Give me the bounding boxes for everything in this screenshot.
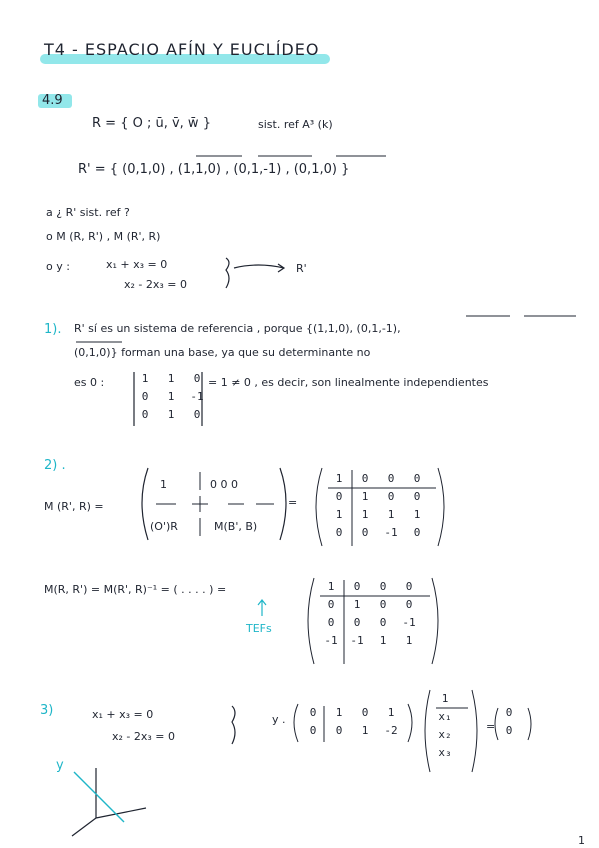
part1-label: 1). (44, 322, 62, 337)
result1-cell: 1 (335, 472, 343, 485)
result1-cell: 0 (335, 490, 343, 503)
question-a: a ¿ R' sist. ref ? (46, 206, 130, 219)
result2-cell: 0 (379, 598, 387, 611)
part1-line1: R' sí es un sistema de referencia , porque {(1,1,0), (0,1,-1), (74, 322, 401, 335)
block-matrix-dividers (156, 472, 274, 536)
result-matrix-1-strokes (316, 468, 444, 546)
tefs-label: TEFs (246, 622, 272, 635)
det-cell: 0 (141, 390, 149, 403)
result1-cell: 0 (387, 490, 395, 503)
result1-cell: 0 (335, 526, 343, 539)
svg-text:=: = (288, 496, 298, 509)
det-cell: 1 (167, 408, 175, 421)
question-b: o M (R, R') , M (R', R) (46, 230, 161, 243)
result1-cell: 0 (413, 490, 421, 503)
tefs-arrow (258, 600, 266, 616)
reference-R: R = { O ; ū, v̄, w̄ } (92, 116, 211, 131)
coef-cell: -2 (384, 724, 398, 737)
result1-cell: 0 (413, 472, 421, 485)
result-matrix-2-strokes (308, 578, 438, 664)
result2-cell: 1 (353, 598, 361, 611)
result2-cell: 0 (353, 616, 361, 629)
result1-cell: 0 (387, 472, 395, 485)
result1-cell: 0 (361, 472, 369, 485)
coef-cell: 1 (335, 706, 343, 719)
result2-cell: 0 (405, 580, 413, 593)
result1-cell: 1 (387, 508, 395, 521)
block-top-left: 1 (160, 478, 167, 491)
result2-cell: 1 (379, 634, 387, 647)
exercise-number: 4.9 (42, 93, 63, 108)
coef-cell: 0 (309, 724, 317, 737)
block-top-right: 0 0 0 (210, 478, 238, 491)
inverse-lhs: M(R, R') = M(R', R)⁻¹ = ( . . . . ) = (44, 583, 227, 596)
result1-cell: 1 (413, 508, 421, 521)
result2-cell: 0 (353, 580, 361, 593)
part3-y-label: y . (272, 713, 286, 726)
part2-label: 2) . (44, 458, 66, 473)
det-cell: -1 (190, 390, 204, 403)
system-eq-2: x₂ - 2x₃ = 0 (124, 278, 188, 291)
det-cell: 1 (141, 372, 149, 385)
axes-sketch (72, 768, 146, 836)
determinant-bars (134, 372, 202, 426)
part2-lhs: M (R', R) = (44, 500, 104, 513)
rhs-cell: 0 (505, 724, 513, 737)
result1-cell: 1 (361, 508, 369, 521)
result1-cell: 0 (361, 526, 369, 539)
result2-cell: 0 (327, 616, 335, 629)
reference-R-prime: R' = { (0,1,0) , (1,1,0) , (0,1,-1) , (0,1,0) } (78, 162, 350, 177)
part3-label: 3) (40, 703, 54, 718)
coef-cell: 0 (335, 724, 343, 737)
coef-matrix-strokes (294, 704, 412, 742)
result1-cell: 1 (361, 490, 369, 503)
result1-cell: 0 (413, 526, 421, 539)
result2-cell: 0 (379, 616, 387, 629)
vec-cell: x₂ (438, 728, 452, 741)
result2-cell: 1 (405, 634, 413, 647)
equals-sign: = (486, 720, 496, 733)
result2-cell: 0 (379, 580, 387, 593)
system-eq-1: x₁ + x₃ = 0 (106, 258, 168, 271)
line-y (74, 772, 124, 822)
part1-line3b: = 1 ≠ 0 , es decir, son linealmente independientes (208, 376, 489, 389)
vec-cell: 1 (441, 692, 449, 705)
rhs-cell: 0 (505, 706, 513, 719)
part3-brace (232, 706, 235, 744)
result2-cell: 0 (327, 598, 335, 611)
det-cell: 0 (193, 408, 201, 421)
result1-cell: 1 (335, 508, 343, 521)
result2-cell: 1 (327, 580, 335, 593)
part1-overbars (76, 316, 576, 342)
page-title: T4 - ESPACIO AFÍN Y EUCLÍDEO (44, 40, 320, 59)
coef-cell: 1 (387, 706, 395, 719)
coef-cell: 1 (361, 724, 369, 737)
result2-cell: -1 (402, 616, 416, 629)
det-cell: 0 (193, 372, 201, 385)
det-cell: 0 (141, 408, 149, 421)
rhs-strokes (495, 708, 531, 740)
coef-cell: 0 (361, 706, 369, 719)
block-bottom-right: M(B', B) (214, 520, 258, 533)
system-target: R' (296, 262, 307, 275)
det-cell: 1 (167, 372, 175, 385)
result2-cell: -1 (350, 634, 364, 647)
implication-arrow (234, 264, 284, 272)
part3-eq-2: x₂ - 2x₃ = 0 (112, 730, 176, 743)
vector-strokes (425, 690, 477, 772)
det-cell: 1 (167, 390, 175, 403)
page-number: 1 (578, 834, 585, 847)
vec-cell: x₃ (438, 746, 452, 759)
result1-cell: -1 (384, 526, 398, 539)
system-brace (226, 258, 229, 288)
result2-cell: -1 (324, 634, 338, 647)
part3-eq-1: x₁ + x₃ = 0 (92, 708, 154, 721)
coef-cell: 0 (309, 706, 317, 719)
part1-line2: (0,1,0)} forman una base, ya que su determinante no (74, 346, 371, 359)
reference-R-note: sist. ref A³ (k) (258, 118, 333, 131)
block-bottom-left: (O')R (150, 520, 178, 533)
axis-label: y (56, 758, 64, 773)
vec-cell: x₁ (438, 710, 452, 723)
question-c: o y : (46, 260, 70, 273)
part1-line3a: es 0 : (74, 376, 105, 389)
result2-cell: 0 (405, 598, 413, 611)
